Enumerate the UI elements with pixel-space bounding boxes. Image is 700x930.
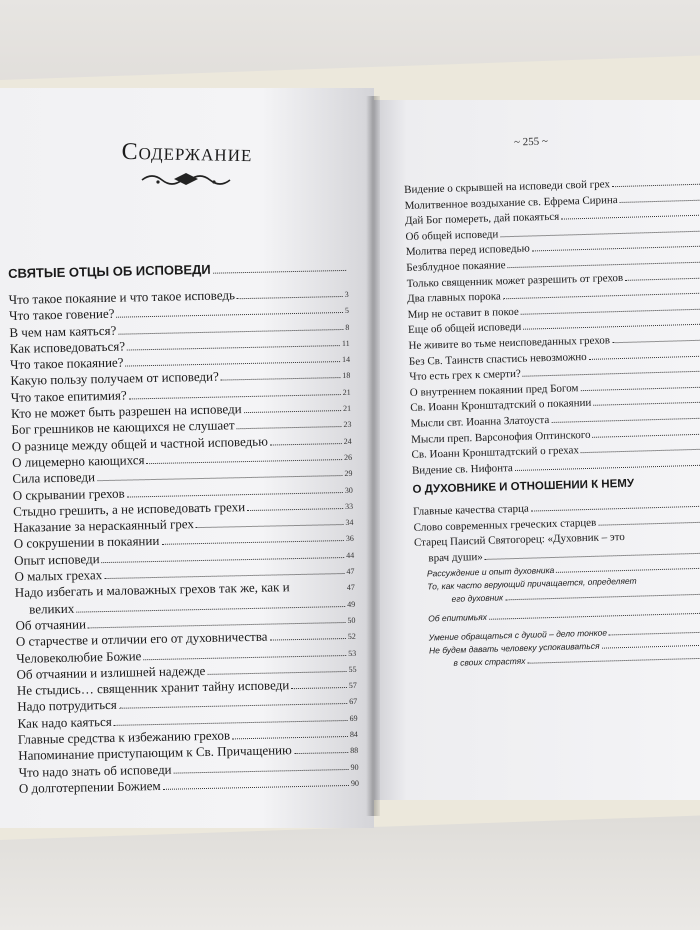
toc-entry-title: Как надо каяться xyxy=(17,713,112,731)
leader-dots xyxy=(270,443,342,446)
leader-dots xyxy=(489,612,700,619)
leader-dots xyxy=(581,449,700,454)
leader-dots xyxy=(270,638,346,641)
toc-entry-title: О внутреннем покаянии пред Богом xyxy=(409,381,579,399)
leader-dots xyxy=(521,308,700,314)
leader-dots xyxy=(523,324,700,330)
leader-dots xyxy=(118,329,343,335)
toc-entry-title: О лицемерно кающихся xyxy=(11,452,145,470)
leader-dots xyxy=(221,378,341,382)
toc-entry-title: его духовник xyxy=(451,592,504,604)
toc-entry-title: Какую пользу получаем от исповеди? xyxy=(10,369,219,389)
toc-entry-title: Не стыдись… священник хранит тайну исповеди xyxy=(16,677,290,699)
toc-entry-title: Кто не может быть разрешен на исповеди xyxy=(10,401,242,422)
ornament-icon xyxy=(138,168,234,190)
leader-dots xyxy=(129,394,341,399)
toc-entry-page: 24 xyxy=(343,436,352,446)
toc-entry-title: Не живите во тьме неисповеданных грехов xyxy=(408,334,611,352)
leader-dots xyxy=(589,355,700,359)
toc-entry-title: Что такое покаяние и что такое исповедь xyxy=(8,287,236,307)
toc-entry-title: Надо избегать и маловажных грехов так же, как и xyxy=(14,579,290,601)
toc-entry-page: 36 xyxy=(345,534,354,544)
toc-entry-title: Надо потрудиться xyxy=(17,697,117,715)
leader-dots xyxy=(127,345,340,350)
toc-entry-page: 49 xyxy=(347,599,356,609)
leader-dots xyxy=(508,262,700,268)
toc-entry xyxy=(416,605,700,626)
toc-entry-page: 55 xyxy=(348,664,357,674)
toc-entry-title: Напоминание приступающим к Св. Причащению xyxy=(18,742,292,764)
toc-entry-title: Об епитимьях xyxy=(427,611,488,624)
toc-entry-title: В чем нам каяться? xyxy=(9,322,117,340)
leader-dots xyxy=(527,657,700,663)
toc-entry-title: Что надо знать об исповеди xyxy=(18,761,172,780)
leader-dots xyxy=(207,671,346,675)
toc-entry-title: О старчестве и отличии его от духовничества xyxy=(15,628,268,650)
toc-list-left xyxy=(8,259,359,797)
toc-entry-title: Еще об общей исповеди xyxy=(407,321,522,337)
toc-entry-title: Безблудное покаяние xyxy=(406,259,506,274)
toc-entry-title: О разнице между общей и частной исповедью xyxy=(11,433,268,454)
leader-dots xyxy=(625,277,700,280)
toc-list-right xyxy=(404,176,700,672)
leader-dots xyxy=(593,402,700,406)
toc-entry-title: Видение о скрывшей на исповеди свой грех xyxy=(404,178,611,196)
toc-entry-page: 14 xyxy=(341,355,351,365)
toc-entry-title: О малых грехах xyxy=(14,567,103,584)
toc-entry-title: Наказание за нераскаянный грех xyxy=(13,516,195,536)
leader-dots xyxy=(143,655,346,660)
leader-dots xyxy=(500,230,700,237)
toc-entry-title: Опыт исповеди xyxy=(14,550,100,568)
toc-entry-title: Главные качества старца xyxy=(412,502,529,519)
leader-dots xyxy=(609,631,700,635)
toc-entry-page: 23 xyxy=(343,420,352,430)
right-page xyxy=(374,100,700,800)
leader-dots xyxy=(620,199,700,202)
toc-entry-page: 47 xyxy=(346,583,355,593)
toc-entry-title: Мысли преп. Варсонофия Оптинского xyxy=(410,428,591,446)
toc-entry-page: 30 xyxy=(344,485,353,495)
toc-entry-title: в своих страстях xyxy=(453,655,526,668)
toc-entry-page: 67 xyxy=(349,697,358,707)
toc-entry-title: Без Св. Таинств спастись невозможно xyxy=(408,350,587,368)
toc-entry-page: 3 xyxy=(344,289,349,299)
toc-entry-title: Молитвенное воздыхание св. Ефрема Сирина xyxy=(404,193,618,212)
toc-entry-title: Бог грешников не кающихся не слушает xyxy=(11,417,235,438)
toc-entry-title: То, как часто верующий причащается, определяет xyxy=(427,575,637,592)
leader-dots xyxy=(531,506,700,512)
toc-entry-title: Видение св. Нифонта xyxy=(411,461,513,477)
toc-entry-title: Слово современных греческих старцев xyxy=(413,516,597,534)
leader-dots xyxy=(532,246,700,252)
leader-dots xyxy=(147,459,343,464)
toc-entry-page: 57 xyxy=(348,680,357,691)
toc-entry-title: Что такое епитимия? xyxy=(10,387,127,405)
leader-dots xyxy=(580,386,700,391)
toc-entry-title: Человеколюбие Божие xyxy=(16,647,142,666)
leader-dots xyxy=(294,752,348,754)
toc-entry-title: Молитва перед исповедью xyxy=(405,242,530,259)
leader-dots xyxy=(291,687,347,689)
leader-dots xyxy=(612,340,700,344)
page-title: Содержание xyxy=(121,138,253,168)
toc-entry-page: 21 xyxy=(342,403,352,414)
leader-dots xyxy=(612,184,700,188)
section-heading: СВЯТЫЕ ОТЦЫ ОБ ИСПОВЕДИ xyxy=(8,259,348,292)
toc-entry-title: Сила исповеди xyxy=(12,469,96,487)
leader-dots xyxy=(505,593,700,600)
toc-entry-title: великих xyxy=(29,600,75,617)
toc-entry-page: 29 xyxy=(344,469,353,479)
toc-entry-title: О долготерпении Божием xyxy=(18,777,161,796)
toc-entry-title: Умение обращаться с душой – дело тонкое xyxy=(428,627,608,643)
toc-entry-page: 90 xyxy=(350,778,360,788)
toc-entry-title: Мысли свт. Иоанна Златоуста xyxy=(410,413,550,430)
toc-entry-page: 21 xyxy=(342,387,351,397)
toc-entry-page: 84 xyxy=(349,729,358,739)
toc-entry-page: 50 xyxy=(347,615,356,625)
book-spine-shadow xyxy=(366,96,380,816)
toc-entry-page: 44 xyxy=(346,550,355,560)
leader-dots xyxy=(485,553,700,560)
toc-entry-title: Рассуждение и опыт духовника xyxy=(426,564,555,579)
section-heading-text: О ДУХОВНИКЕ И ОТНОШЕНИИ К НЕМУ xyxy=(412,477,635,497)
toc-entry-page: 47 xyxy=(346,566,355,577)
toc-entry-title: врач души» xyxy=(428,551,483,565)
toc-entry-title: Стыдно грешить, а не исповедовать грехи xyxy=(12,498,246,519)
leader-dots xyxy=(174,769,349,774)
leader-dots xyxy=(598,521,700,525)
toc-entry-title: Только священник может разрешить от грехов xyxy=(406,271,624,290)
leader-dots xyxy=(503,293,700,300)
toc-entry-page: 18 xyxy=(342,371,351,381)
toc-entry-title: Что такое покаяние? xyxy=(9,354,124,373)
leader-dots xyxy=(237,426,342,429)
toc-entry-page: 33 xyxy=(345,501,354,511)
toc-entry-page: 11 xyxy=(341,338,350,348)
left-page xyxy=(0,88,374,828)
leader-dots xyxy=(523,371,700,377)
leader-dots xyxy=(636,485,700,487)
toc-entry-title: Как исповедоваться? xyxy=(9,338,126,356)
toc-entry-title: Св. Иоанн Кронштадтский о покаянии xyxy=(410,397,592,415)
toc-entry-page: 34 xyxy=(345,517,354,528)
leader-dots xyxy=(196,524,344,528)
toc-entry-title: О сокрушении в покаянии xyxy=(13,533,160,552)
toc-entry-title: Не будем давать человеку успокаиваться xyxy=(428,640,600,656)
toc-entry-title: О скрывании грехов xyxy=(12,485,125,503)
toc-entry-page: 8 xyxy=(345,322,350,332)
leader-dots xyxy=(232,736,348,739)
toc-entry-title: Мир не оставит в покое xyxy=(407,305,519,321)
leader-dots xyxy=(237,296,343,299)
toc-entry-page: 53 xyxy=(348,648,357,658)
leader-dots xyxy=(292,590,345,591)
leader-dots xyxy=(551,417,700,422)
toc-entry-title: Дай Бог помереть, дай покаяться xyxy=(404,210,560,228)
leader-dots xyxy=(163,785,349,790)
toc-entry-title: Св. Иоанн Кронштадтский о грехах xyxy=(411,444,580,461)
toc-entry-page: 88 xyxy=(350,746,359,756)
toc-entry-title: Что есть грех к смерти? xyxy=(409,367,521,384)
toc-entry-title: Главные средства к избежанию грехов xyxy=(17,727,231,747)
toc-entry-page: 5 xyxy=(344,306,350,316)
leader-dots xyxy=(117,312,344,318)
leader-dots xyxy=(119,703,347,709)
toc-entry-title: Старец Паисий Святогорец: «Духовник – это xyxy=(413,531,625,550)
toc-entry-title: Об отчаянии и излишней надежде xyxy=(16,662,206,682)
leader-dots xyxy=(126,361,341,366)
toc-entry-title: Об отчаянии xyxy=(15,616,87,633)
leader-dots xyxy=(244,410,341,413)
leader-dots xyxy=(247,508,343,511)
leader-dots xyxy=(561,215,700,220)
page-number: ~ 255 ~ xyxy=(513,135,549,149)
leader-dots xyxy=(556,567,700,572)
leader-dots xyxy=(639,581,700,583)
leader-dots xyxy=(627,538,700,540)
toc-entry-page: 90 xyxy=(350,762,359,772)
toc-entry-page: 69 xyxy=(349,713,358,723)
toc-entry-title: Два главных порока xyxy=(407,290,502,306)
leader-dots xyxy=(602,644,700,648)
toc-entry-page: 26 xyxy=(343,452,353,462)
leader-dots xyxy=(515,464,700,470)
leader-dots xyxy=(161,540,343,545)
toc-entry-title: Что такое говение? xyxy=(8,306,115,324)
toc-entry-title: Об общей исповеди xyxy=(405,228,499,243)
toc-entry-page: 52 xyxy=(347,632,356,642)
leader-dots xyxy=(127,492,343,498)
leader-dots xyxy=(593,433,700,437)
